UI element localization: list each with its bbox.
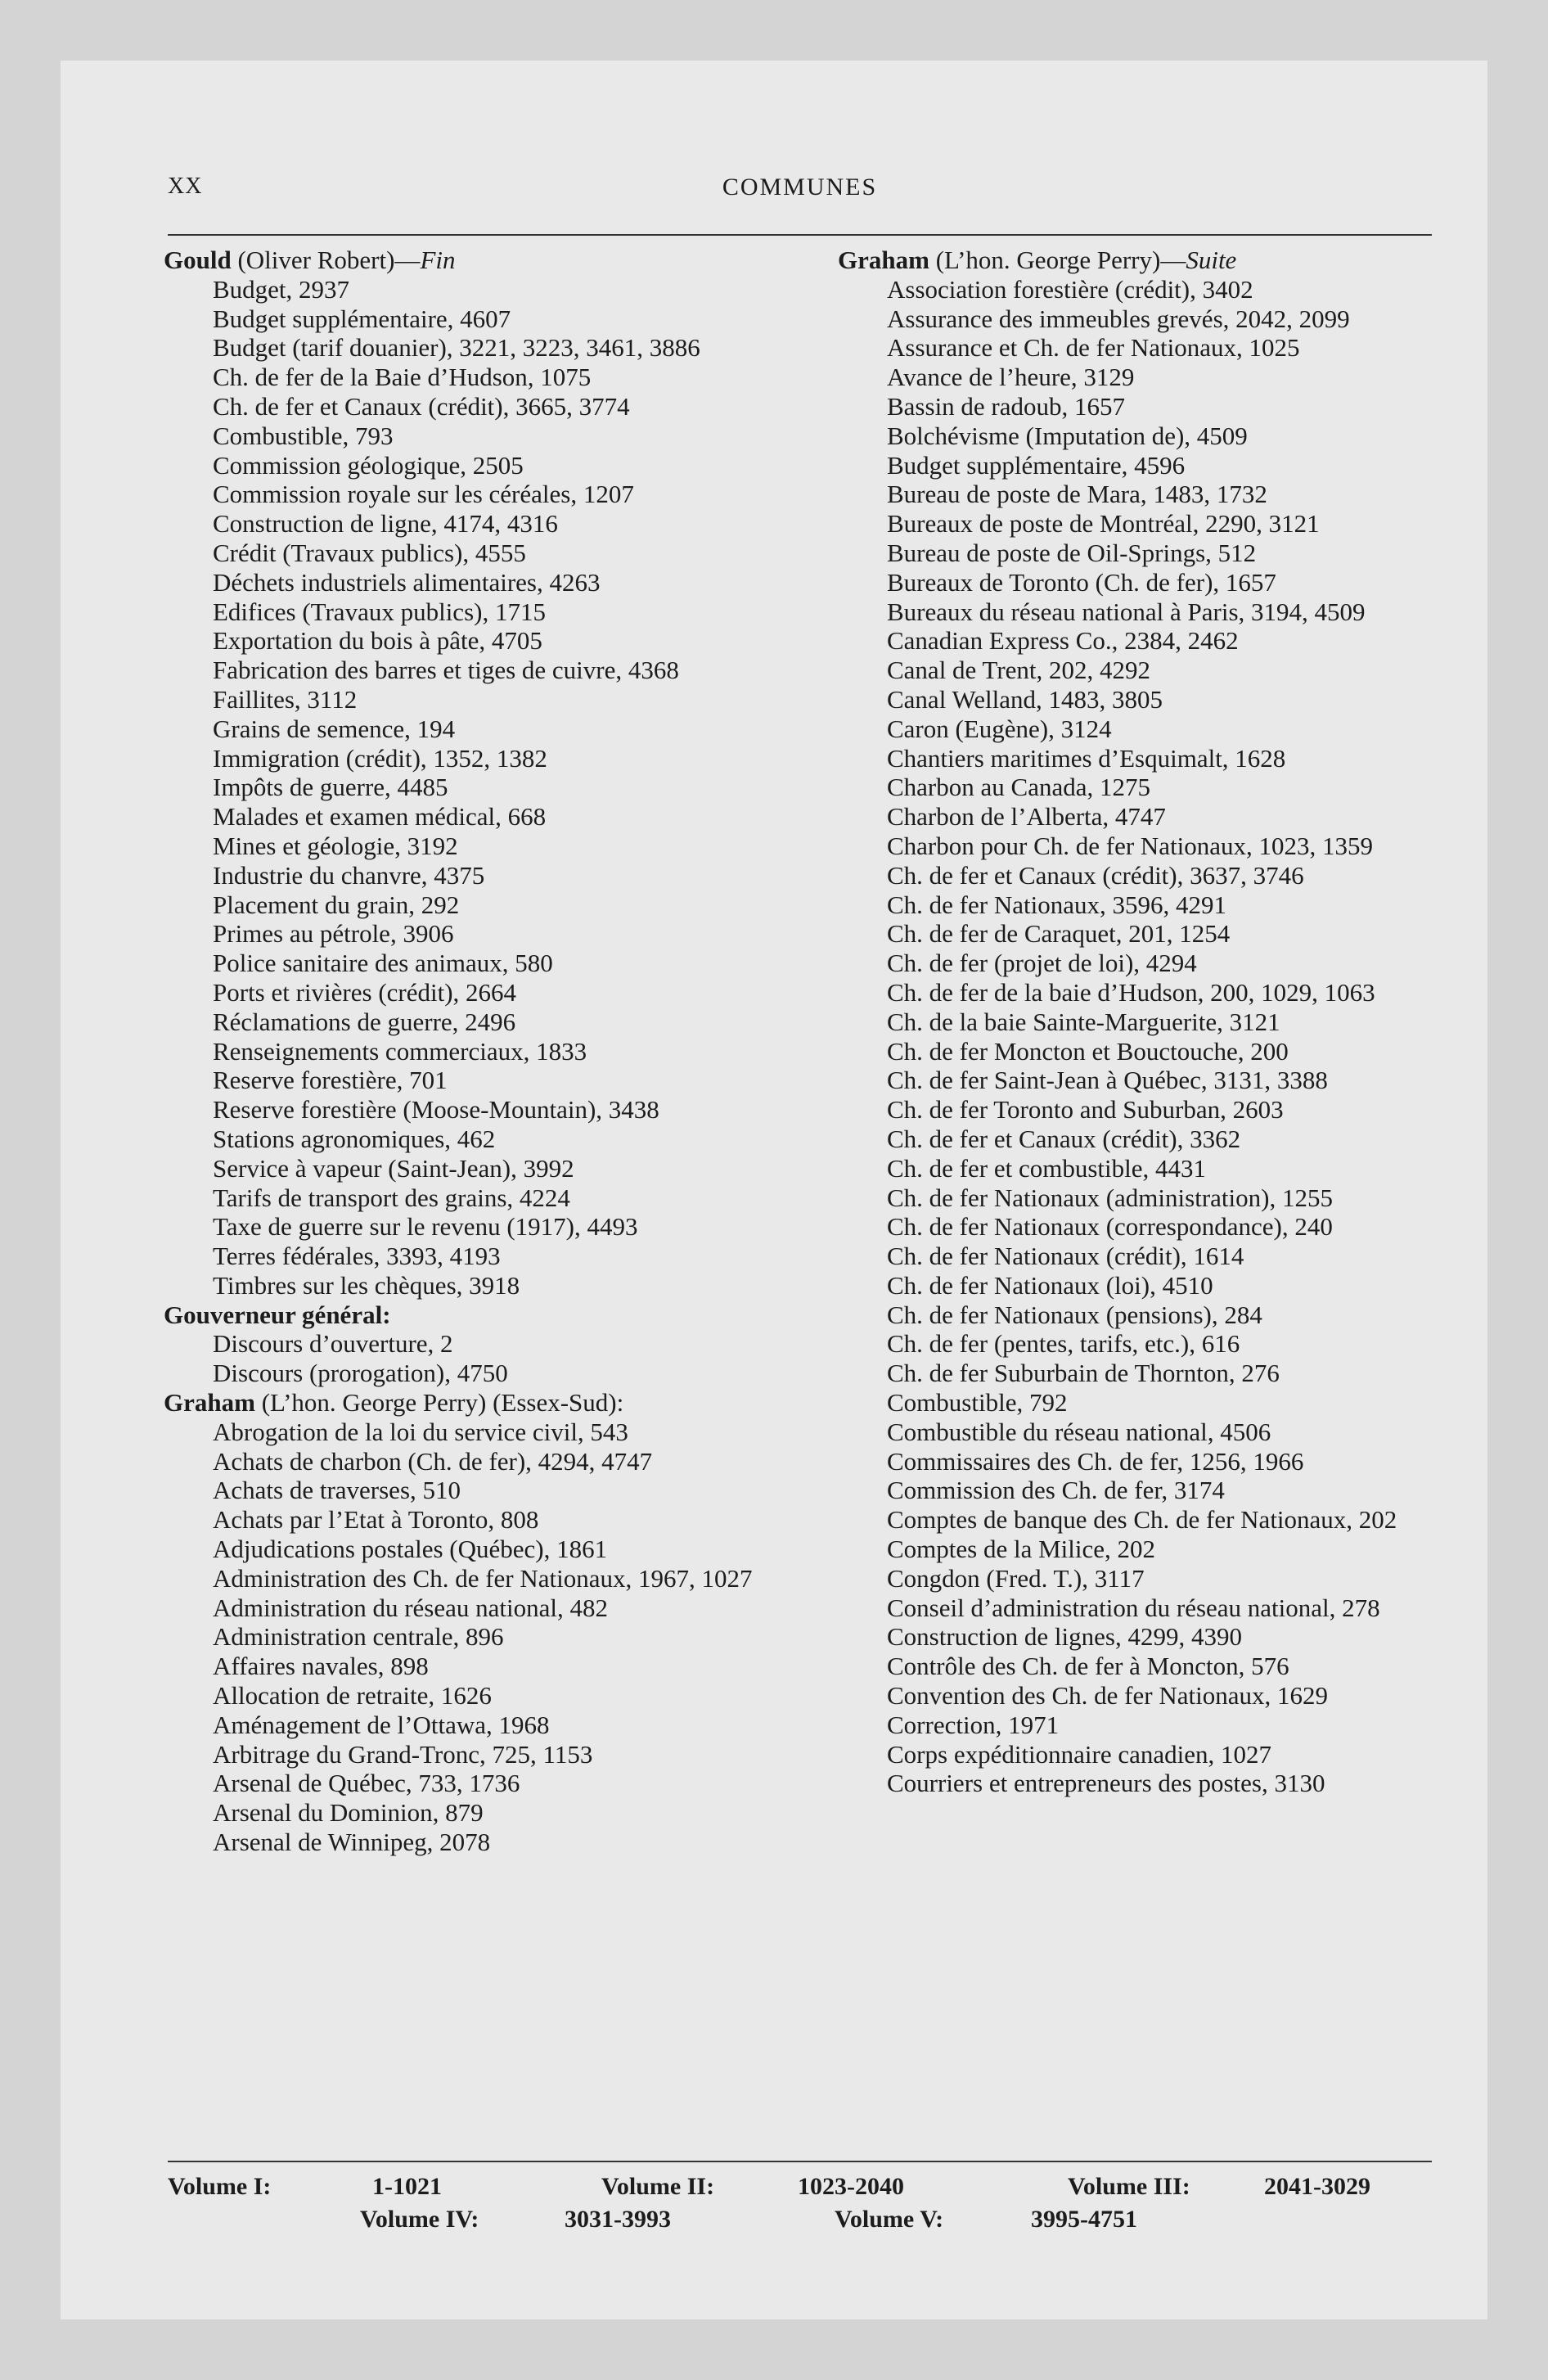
index-entry: Association forestière (crédit), 3402 xyxy=(887,274,1253,304)
index-entry: Allocation de retraite, 1626 xyxy=(213,1681,492,1711)
index-entry: Combustible, 793 xyxy=(213,421,394,450)
index-entry: Canadian Express Co., 2384, 2462 xyxy=(887,626,1239,656)
index-entry: Arsenal du Dominion, 879 xyxy=(213,1798,484,1828)
index-entry: Combustible du réseau national, 4506 xyxy=(887,1417,1271,1446)
heading-qualifier: (L’hon. George Perry) (Essex-Sud): xyxy=(254,1388,624,1418)
index-entry: Charbon de l’Alberta, 4747 xyxy=(887,802,1166,832)
index-entry: Reserve forestière, 701 xyxy=(213,1066,448,1095)
volume-page-range: 3995-4751 xyxy=(1031,2206,1137,2233)
index-entry: Industrie du chanvre, 4375 xyxy=(213,860,485,890)
footer-rule xyxy=(168,2161,1432,2162)
index-entry: Bolchévisme (Imputation de), 4509 xyxy=(887,421,1248,450)
index-entry: Exportation du bois à pâte, 4705 xyxy=(213,626,542,656)
heading-name: Graham xyxy=(838,246,929,274)
index-entry: Ch. de fer et Canaux (crédit), 3637, 3746 xyxy=(887,860,1304,890)
index-heading xyxy=(164,1388,769,1418)
index-entry: Ch. de fer Saint-Jean à Québec, 3131, 3388 xyxy=(887,1066,1328,1095)
index-entry: Placement du grain, 292 xyxy=(213,890,460,919)
index-entry: Ch. de fer Suburbain de Thornton, 276 xyxy=(887,1359,1280,1388)
header-rule xyxy=(168,234,1432,236)
index-entry: Corps expéditionnaire canadien, 1027 xyxy=(887,1739,1272,1769)
heading-continuation: Fin xyxy=(420,246,456,274)
index-entry: Ports et rivières (crédit), 2664 xyxy=(213,977,517,1007)
index-heading xyxy=(164,1300,769,1330)
index-entry: Conseil d’administration du réseau national, 278 xyxy=(887,1593,1380,1622)
heading-qualifier: (Oliver Robert)— xyxy=(231,246,421,274)
index-entry: Administration du réseau national, 482 xyxy=(213,1593,608,1622)
volume-label: Volume IV: xyxy=(360,2206,479,2233)
index-entry: Charbon pour Ch. de fer Nationaux, 1023, 1359 xyxy=(887,831,1374,860)
volume-ranges-row xyxy=(168,2170,1432,2203)
index-entry: Affaires navales, 898 xyxy=(213,1652,429,1681)
index-entry: Construction de ligne, 4174, 4316 xyxy=(213,509,558,539)
index-entry: Réclamations de guerre, 2496 xyxy=(213,1007,516,1036)
index-entry: Ch. de fer et Canaux (crédit), 3362 xyxy=(887,1124,1241,1153)
index-entry: Discours (prorogation), 4750 xyxy=(213,1359,508,1388)
index-entry: Déchets industriels alimentaires, 4263 xyxy=(213,567,601,597)
index-entry: Ch. de fer Nationaux (crédit), 1614 xyxy=(887,1242,1244,1271)
index-entry: Budget (tarif douanier), 3221, 3223, 3461, 3886 xyxy=(213,333,700,363)
index-entry: Bureaux de Toronto (Ch. de fer), 1657 xyxy=(887,567,1276,597)
index-entry: Chantiers maritimes d’Esquimalt, 1628 xyxy=(887,743,1286,773)
index-entry: Assurance et Ch. de fer Nationaux, 1025 xyxy=(887,333,1300,363)
index-entry: Budget supplémentaire, 4607 xyxy=(213,304,511,333)
volume-label: Volume I: xyxy=(168,2173,272,2200)
index-entry: Canal de Trent, 202, 4292 xyxy=(887,656,1151,685)
index-entry: Ch. de la baie Sainte-Marguerite, 3121 xyxy=(887,1007,1280,1036)
index-entry: Convention des Ch. de fer Nationaux, 1629 xyxy=(887,1681,1328,1711)
index-entry: Ch. de fer et combustible, 4431 xyxy=(887,1153,1206,1183)
index-entry: Avance de l’heure, 3129 xyxy=(887,363,1135,392)
index-column-right xyxy=(838,246,1439,1798)
index-entry: Commission royale sur les céréales, 1207 xyxy=(213,480,634,509)
index-entry: Ch. de fer Moncton et Bouctouche, 200 xyxy=(887,1036,1289,1066)
index-entry: Ch. de fer de Caraquet, 201, 1254 xyxy=(887,919,1231,949)
index-entry: Fabrication des barres et tiges de cuivre, 4368 xyxy=(213,656,679,685)
index-entry: Terres fédérales, 3393, 4193 xyxy=(213,1242,501,1271)
index-entry: Commission des Ch. de fer, 3174 xyxy=(887,1476,1225,1505)
heading-name: Gouverneur général: xyxy=(164,1300,391,1329)
index-entry: Congdon (Fred. T.), 3117 xyxy=(887,1563,1145,1593)
running-title: COMMUNES xyxy=(722,174,878,201)
index-entry: Bureau de poste de Oil-Springs, 512 xyxy=(887,538,1257,567)
heading-name: Graham xyxy=(164,1388,255,1418)
index-entry: Ch. de fer de la baie d’Hudson, 200, 1029, 1063 xyxy=(887,977,1375,1007)
index-entry: Combustible, 792 xyxy=(887,1388,1068,1418)
index-entry: Adjudications postales (Québec), 1861 xyxy=(213,1535,608,1564)
index-entry: Bureaux de poste de Montréal, 2290, 3121 xyxy=(887,509,1320,539)
index-entry: Ch. de fer Nationaux (loi), 4510 xyxy=(887,1270,1213,1300)
volume-ranges-row xyxy=(168,2203,1432,2236)
page-number: XX xyxy=(168,174,203,199)
index-entry: Administration des Ch. de fer Nationaux, 1967, 1027 xyxy=(213,1563,753,1593)
volume-label: Volume III: xyxy=(1068,2173,1190,2200)
index-entry: Ch. de fer Nationaux (correspondance), 240 xyxy=(887,1212,1333,1242)
index-entry: Bassin de radoub, 1657 xyxy=(887,391,1126,421)
index-entry: Ch. de fer Toronto and Suburban, 2603 xyxy=(887,1095,1284,1125)
index-entry: Crédit (Travaux publics), 4555 xyxy=(213,538,526,567)
page-header xyxy=(168,174,1432,223)
index-entry: Impôts de guerre, 4485 xyxy=(213,773,448,802)
heading-name: Gould xyxy=(164,246,232,274)
index-entry: Arsenal de Winnipeg, 2078 xyxy=(213,1828,491,1857)
index-entry: Police sanitaire des animaux, 580 xyxy=(213,949,553,978)
index-entry: Comptes de banque des Ch. de fer Nationaux, 202 xyxy=(887,1505,1397,1535)
index-entry: Achats de charbon (Ch. de fer), 4294, 4747 xyxy=(213,1446,653,1476)
index-entry: Administration centrale, 896 xyxy=(213,1622,504,1652)
index-entry: Commissaires des Ch. de fer, 1256, 1966 xyxy=(887,1446,1304,1476)
index-entry: Achats de traverses, 510 xyxy=(213,1476,461,1505)
volume-page-range: 3031-3993 xyxy=(565,2206,671,2233)
index-entry: Abrogation de la loi du service civil, 543 xyxy=(213,1417,628,1446)
heading-continuation: Suite xyxy=(1186,246,1237,274)
index-entry: Assurance des immeubles grevés, 2042, 2099 xyxy=(887,304,1350,333)
index-entry: Budget supplémentaire, 4596 xyxy=(887,450,1186,480)
index-entry: Comptes de la Milice, 202 xyxy=(887,1535,1156,1564)
index-entry: Ch. de fer Nationaux, 3596, 4291 xyxy=(887,890,1226,919)
index-entry: Ch. de fer de la Baie d’Hudson, 1075 xyxy=(213,363,592,392)
volume-page-range: 2041-3029 xyxy=(1264,2173,1370,2200)
index-entry: Tarifs de transport des grains, 4224 xyxy=(213,1183,570,1212)
index-entry: Primes au pétrole, 3906 xyxy=(213,919,454,949)
index-entry: Renseignements commerciaux, 1833 xyxy=(213,1036,587,1066)
volume-label: Volume II: xyxy=(601,2173,715,2200)
index-entry: Ch. de fer et Canaux (crédit), 3665, 3774 xyxy=(213,391,630,421)
index-entry: Edifices (Travaux publics), 1715 xyxy=(213,597,546,626)
index-entry: Taxe de guerre sur le revenu (1917), 4493 xyxy=(213,1212,638,1242)
index-entry: Caron (Eugène), 3124 xyxy=(887,714,1112,743)
index-entry: Timbres sur les chèques, 3918 xyxy=(213,1270,520,1300)
index-entry: Contrôle des Ch. de fer à Moncton, 576 xyxy=(887,1652,1289,1681)
index-entry: Mines et géologie, 3192 xyxy=(213,831,458,860)
index-entry: Courriers et entrepreneurs des postes, 3130 xyxy=(887,1769,1325,1798)
index-entry: Bureau de poste de Mara, 1483, 1732 xyxy=(887,480,1267,509)
index-entry: Ch. de fer (projet de loi), 4294 xyxy=(887,949,1197,978)
index-entry: Discours d’ouverture, 2 xyxy=(213,1329,453,1359)
volume-page-range: 1023-2040 xyxy=(798,2173,904,2200)
index-entry: Ch. de fer Nationaux (administration), 1255 xyxy=(887,1183,1333,1212)
index-entry: Correction, 1971 xyxy=(887,1710,1060,1739)
index-entry: Commission géologique, 2505 xyxy=(213,450,524,480)
index-entry: Achats par l’Etat à Toronto, 808 xyxy=(213,1505,539,1535)
heading-qualifier: (L’hon. George Perry)— xyxy=(929,246,1186,274)
index-heading xyxy=(838,246,1439,275)
index-heading xyxy=(164,246,769,275)
index-column-left xyxy=(164,246,769,1857)
index-entry: Canal Welland, 1483, 3805 xyxy=(887,684,1163,714)
index-entry: Construction de lignes, 4299, 4390 xyxy=(887,1622,1242,1652)
index-entry: Aménagement de l’Ottawa, 1968 xyxy=(213,1710,550,1739)
index-entry: Stations agronomiques, 462 xyxy=(213,1124,496,1153)
index-entry: Budget, 2937 xyxy=(213,274,350,304)
index-entry: Ch. de fer Nationaux (pensions), 284 xyxy=(887,1300,1262,1329)
index-entry: Immigration (crédit), 1352, 1382 xyxy=(213,743,547,773)
index-entry: Reserve forestière (Moose-Mountain), 3438 xyxy=(213,1095,659,1125)
index-entry: Arbitrage du Grand-Tronc, 725, 1153 xyxy=(213,1739,593,1769)
volume-label: Volume V: xyxy=(835,2206,944,2233)
index-entry: Arsenal de Québec, 733, 1736 xyxy=(213,1769,520,1798)
index-entry: Faillites, 3112 xyxy=(213,684,358,714)
index-entry: Grains de semence, 194 xyxy=(213,714,456,743)
index-entry: Ch. de fer (pentes, tarifs, etc.), 616 xyxy=(887,1329,1240,1359)
index-entry: Bureaux du réseau national à Paris, 3194, 4509 xyxy=(887,597,1366,626)
volume-page-range: 1-1021 xyxy=(372,2173,442,2200)
index-entry: Service à vapeur (Saint-Jean), 3992 xyxy=(213,1153,574,1183)
index-entry: Charbon au Canada, 1275 xyxy=(887,773,1150,802)
volume-ranges-footer xyxy=(168,2170,1432,2236)
index-entry: Malades et examen médical, 668 xyxy=(213,802,547,832)
